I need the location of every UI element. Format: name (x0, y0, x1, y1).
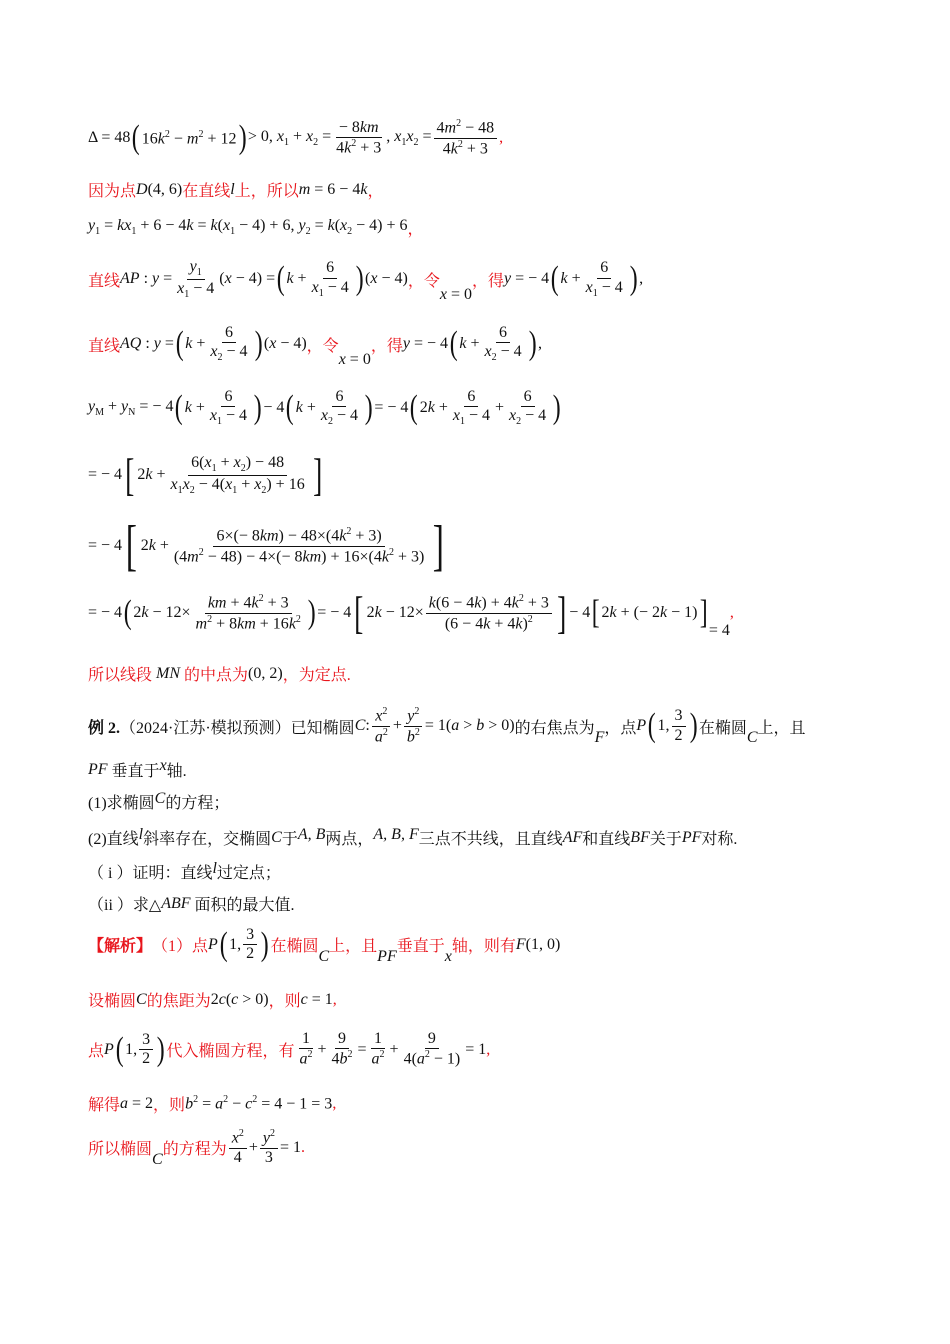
formula-discriminant: Δ = 48 ( $16k^2 - m^2 + 12$ ) > 0, $x_1 + x_2$ = $\frac{- 8km}{4k^2 + 3}$ , $x_1x_2$ = $\frac{4m^2 - 48}{4k^2 + 3}$ , (88, 118, 504, 158)
text-segment: 上，所以 (234, 183, 299, 200)
text-segment: 面积的最大值. (194, 897, 295, 914)
solution-tag: 【解析】 (88, 938, 153, 956)
text-segment: 垂直于 (396, 938, 445, 956)
solution-step-5: 所以椭圆 C 的方程为 $\frac{x^2}{4}$ + $\frac{y^2}{3}$ = 1 . (88, 1128, 305, 1168)
text-point-d-on-line: 因为点 D (4, 6) 在直线 l 上，所以 m = 6 − 4k ， (88, 178, 383, 201)
text-segment: 直线 (88, 272, 121, 290)
text-segment: 对称. (701, 831, 738, 848)
text-segment: 于 (281, 831, 298, 848)
question-1: (1)求椭圆 C 的方程； (88, 789, 230, 812)
text-segment: 因为点 (88, 183, 137, 200)
text-segment: （ii ）求△ (88, 897, 162, 914)
formula-line-ap: 直线 AP : y = $\frac{y_1}{x_1 - 4}$ (x − 4) = ( k + $\frac{6}{x_1 - 4}$ ) (x − 4) ，令 x = 0 ，得 y = − 4 ( k + $\frac{6}{x_1 - 4}$ ) , (88, 258, 644, 304)
text-segment: 代入椭圆方程，有 (166, 1043, 295, 1061)
text-segment: 设椭圆 (88, 993, 137, 1010)
text-segment: 和直线 (582, 831, 631, 848)
example-label: 例 2. (88, 719, 121, 737)
solution-step-3: 点 P ( 1, $\frac{3}{2}$ ) 代入椭圆方程，有 $\frac{1}{a^2}$ + $\frac{9}{4b^2}$ = $\frac{1}{a^2}$ + $\frac{9}{4(a^2 - 1)}$ = 1 , (88, 1030, 491, 1068)
formula-line-aq: 直线 AQ : y = ( k + $\frac{6}{x_2 - 4}$ ) (x − 4) ，令 x = 0 ，得 y = − 4 ( k + $\frac{6}{x_2 - 4}$ ) , (88, 324, 542, 369)
text-segment: 斜率存在，交椭圆 (143, 831, 272, 848)
text-segment: （2024·江苏·模拟预测）已知椭圆 (120, 719, 355, 737)
text-segment: 的中点为 (184, 667, 249, 684)
formula-ym-yn: $y_M + y_N$ = − 4 ( k + $\frac{6}{x_1 - 4}$ ) − 4 ( k + $\frac{6}{x_2 - 4}$ ) = − 4 ( 2k + $\frac{6}{x_1 - 4}$ + $\frac{6}{x_2 - 4}$ ) (88, 388, 561, 428)
text-segment: 的方程； (165, 795, 230, 812)
text-segment: 在椭圆 (698, 719, 747, 737)
question-2: (2)直线 l 斜率存在，交椭圆 C 于 A, B 两点， A, B, F 三点不共线，且直线 AF 和直线 BF 关于 PF 对称. (88, 825, 738, 848)
text-midpoint-conclusion: 所以线段 MN 的中点为 (0, 2) ，为定点. (88, 662, 351, 685)
text-segment: 关于 (649, 831, 682, 848)
text-segment: 所以椭圆 (88, 1141, 153, 1159)
text-segment: (1)求椭圆 (88, 795, 155, 812)
text-segment: 的右焦点为 (514, 719, 595, 737)
text-segment: 点 (88, 1043, 105, 1061)
example-2-statement: 例 2. （2024·江苏·模拟预测）已知椭圆 C : $\frac{x^2}{a^2}$ + $\frac{y^2}{b^2}$ = 1(a > b > 0) 的右焦点为 F ，点 P ( 1, $\frac{3}{2}$ ) 在椭圆 C 上，且 (88, 706, 806, 747)
text-segment: 上，且 (329, 938, 378, 956)
text-segment: ，则 (268, 993, 301, 1010)
text-segment: (2)直线 (88, 831, 139, 848)
text-segment: （1）点 (152, 938, 209, 956)
text-segment: （ i ）证明：直线 (88, 865, 213, 882)
formula-step-2: = − 4 [ 2k + $\frac{6(x_1 + x_2) - 48}{x_1x_2 - 4(x_1 + x_2) + 16}$ ] (88, 449, 322, 500)
text-segment: 直线 (88, 337, 121, 355)
text-segment: 在椭圆 (270, 938, 319, 956)
text-segment: 轴. (166, 763, 187, 780)
solution-step-1: 【解析】 （1）点 P ( 1, $\frac{3}{2}$ ) 在椭圆 C 上，且 PF 垂直于 x 轴，则有 F(1, 0) (88, 925, 561, 965)
text-equals-four: = 4 (708, 622, 730, 639)
question-2-i: （ i ）证明：直线 l 过定点； (88, 859, 281, 882)
text-segment: ，得 (472, 272, 505, 290)
formula-step-4: = − 4 ( 2k − 12× $\frac{km + 4k^2 + 3}{m^2 + 8km + 16k^2}$ ) = − 4 [ 2k − 12× $\frac{k(6 - 4k) + 4k^2 + 3}{(6 - 4k + 4k)^2}$ ] − 4 [ 2k + (− 2k − 1) ] = 4 , (88, 587, 734, 639)
formula-step-3: = − 4 [ 2k + $\frac{6\times(- 8km) - 48\times(4k^2 + 3)}{(4m^2 - 48) - 4\times(- 8km) + 16\times(4k^2 + 3)}$ ] (88, 515, 445, 577)
text-segment: 所以线段 (88, 667, 153, 684)
text-segment: 垂直于 (111, 763, 160, 780)
text-segment: 轴，则有 (451, 938, 516, 956)
text-segment: 在直线 (182, 183, 231, 200)
text-segment: ，令 (407, 272, 440, 290)
text-segment: 两点， (325, 831, 374, 848)
text-segment: 过定点； (216, 865, 281, 882)
text-segment: 解得 (88, 1097, 121, 1114)
example-2-line2: PF 垂直于 x 轴. (88, 756, 187, 780)
solution-step-2: 设椭圆 C 的焦距为 2c(c > 0) ，则 c = 1 , (88, 988, 337, 1011)
solution-step-4: 解得 a = 2 ，则 $b^2 = a^2 - c^2 = 4 - 1 = 3$ , (88, 1093, 337, 1114)
text-segment: ，点 (604, 719, 637, 737)
text-segment: 三点不共线，且直线 (418, 831, 563, 848)
formula-y1-y2: $y_1 = kx_1 + 6 - 4k = k(x_1 - 4) + 6$, $y_2 = k(x_2 - 4) + 6$ ， (88, 217, 424, 238)
text-segment: 的焦距为 (146, 993, 211, 1010)
text-segment: ，则 (153, 1097, 186, 1114)
text-segment: 上，且 (757, 719, 806, 737)
text-segment: ，为定点. (282, 667, 351, 684)
text-segment: 的方程为 (162, 1141, 227, 1159)
question-2-ii: （ii ）求△ ABF 面积的最大值. (88, 892, 295, 915)
